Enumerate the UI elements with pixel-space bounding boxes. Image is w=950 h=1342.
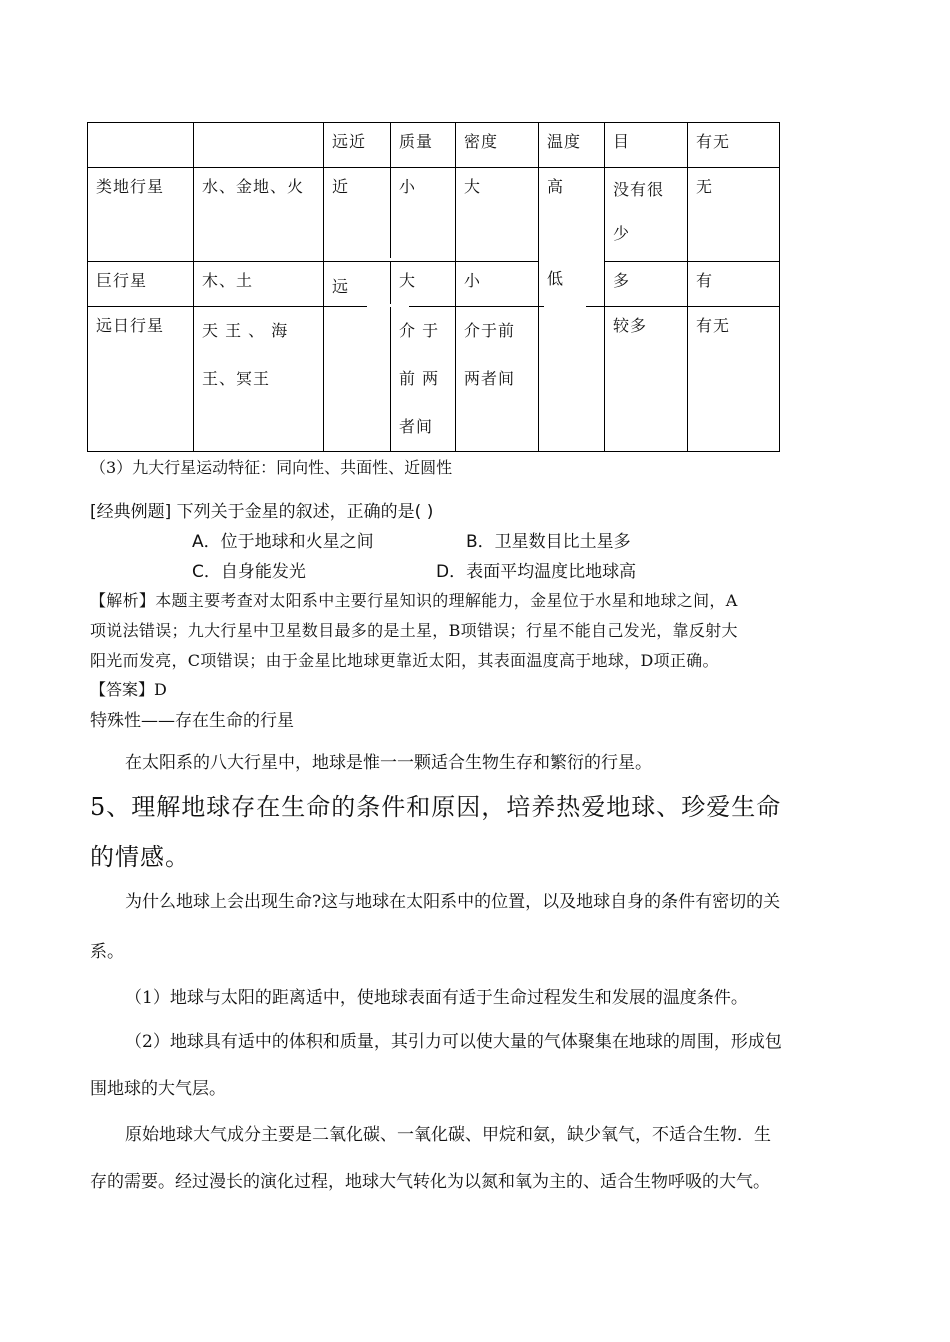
special-text: 在太阳系的八大行星中，地球是惟一一颗适合生物生存和繁衍的行星。 bbox=[125, 753, 652, 773]
example-tag: [经典例题] bbox=[90, 502, 172, 522]
row1-temperature: 高 bbox=[547, 177, 565, 196]
distance-merge-mask-1 bbox=[367, 258, 409, 261]
header-temperature: 温度 bbox=[539, 123, 605, 168]
row3-members bbox=[194, 307, 324, 452]
analysis-line-1: 【解析】本题主要考查对太阳系中主要行星知识的理解能力，金星位于水星和地球之间，A bbox=[90, 591, 738, 610]
row3-density-line1: 介于前 bbox=[464, 321, 516, 340]
option-d: D．表面平均温度比地球高 bbox=[436, 562, 637, 582]
header-distance: 远近 bbox=[324, 123, 391, 168]
row3-mass-line1: 介 于 bbox=[399, 321, 440, 340]
header-rings: 有无 bbox=[688, 123, 780, 168]
row3-mass-line3: 者间 bbox=[399, 417, 434, 436]
para1-line-2: 系。 bbox=[90, 942, 124, 962]
row3-satellites: 较多 bbox=[605, 307, 688, 452]
option-a: A．位于地球和火星之间 bbox=[192, 532, 374, 552]
example-question bbox=[90, 497, 433, 522]
point-2-line-1: （2）地球具有适中的体积和质量，其引力可以使大量的气体聚集在地球的周围，形成包 bbox=[125, 1032, 782, 1052]
row2-members: 木、土 bbox=[194, 262, 324, 307]
answer-line: 【答案】D bbox=[90, 680, 167, 699]
motion-features-line: （3）九大行星运动特征：同向性、共面性、近圆性 bbox=[90, 458, 453, 477]
example-question-text: 下列关于金星的叙述，正确的是( ) bbox=[176, 502, 434, 522]
row2-temperature: 低 bbox=[547, 269, 565, 288]
row2-density: 小 bbox=[456, 262, 539, 307]
row2-name: 巨行星 bbox=[88, 262, 194, 307]
analysis-line-2: 项说法错误；九大行星中卫星数目最多的是土星，B项错误；行星不能自己发光，靠反射大 bbox=[90, 621, 738, 640]
temperature-merge-mask bbox=[544, 304, 586, 307]
row3-density-line2: 两者间 bbox=[464, 369, 516, 388]
row1-mass: 小 bbox=[391, 168, 456, 262]
para2-line-1: 原始地球大气成分主要是二氧化碳、一氧化碳、甲烷和氨，缺少氧气，不适合生物．生 bbox=[125, 1125, 771, 1145]
row2-distance: 远 bbox=[324, 262, 391, 307]
planet-table bbox=[87, 122, 780, 452]
row3-rings: 有无 bbox=[688, 307, 780, 452]
para1-line-1: 为什么地球上会出现生命?这与地球在太阳系中的位置，以及地球自身的条件有密切的关 bbox=[125, 892, 781, 912]
option-b: B．卫星数目比土星多 bbox=[466, 532, 631, 552]
row3-mass bbox=[391, 307, 456, 452]
row3-temperature-empty bbox=[539, 307, 605, 452]
header-cell-blank-1 bbox=[88, 123, 194, 168]
row1-rings: 无 bbox=[688, 168, 780, 262]
header-satellites: 目 bbox=[605, 123, 688, 168]
row3-mass-line2: 前 两 bbox=[399, 369, 440, 388]
section-heading-line-1: 5、理解地球存在生命的条件和原因，培养热爱地球、珍爱生命 bbox=[90, 793, 782, 821]
point-2-line-2: 围地球的大气层。 bbox=[90, 1079, 226, 1099]
point-1: （1）地球与太阳的距离适中，使地球表面有适于生命过程发生和发展的温度条件。 bbox=[125, 988, 748, 1008]
row3-density bbox=[456, 307, 539, 452]
row2-satellites: 多 bbox=[605, 262, 688, 307]
row1-distance: 近 bbox=[324, 168, 391, 262]
row1-satellites: 没有很少 bbox=[605, 168, 688, 262]
para2-line-2: 存的需要。经过漫长的演化过程，地球大气转化为以氮和氧为主的、适合生物呼吸的大气。 bbox=[90, 1172, 770, 1192]
analysis-line-3: 阳光而发亮，C项错误；由于金星比地球更靠近太阳，其表面温度高于地球，D项正确。 bbox=[90, 651, 719, 670]
header-cell-blank-2 bbox=[194, 123, 324, 168]
row2-rings: 有 bbox=[688, 262, 780, 307]
temperature-cell bbox=[539, 168, 605, 307]
header-density: 密度 bbox=[456, 123, 539, 168]
row1-density: 大 bbox=[456, 168, 539, 262]
row3-members-line1: 天 王 、 海 bbox=[202, 321, 289, 340]
row1-members: 水、金地、火 bbox=[194, 168, 324, 262]
row3-distance-empty bbox=[324, 307, 391, 452]
row2-mass: 大 bbox=[391, 262, 456, 307]
option-c: C．自身能发光 bbox=[192, 562, 306, 582]
distance-merge-mask-2 bbox=[367, 304, 409, 307]
row1-name: 类地行星 bbox=[88, 168, 194, 262]
section-heading-line-2: 的情感。 bbox=[90, 843, 190, 871]
header-mass: 质量 bbox=[391, 123, 456, 168]
row3-name: 远日行星 bbox=[88, 307, 194, 452]
special-title: 特殊性——存在生命的行星 bbox=[90, 711, 294, 731]
row3-members-line2: 王、冥王 bbox=[202, 369, 271, 388]
